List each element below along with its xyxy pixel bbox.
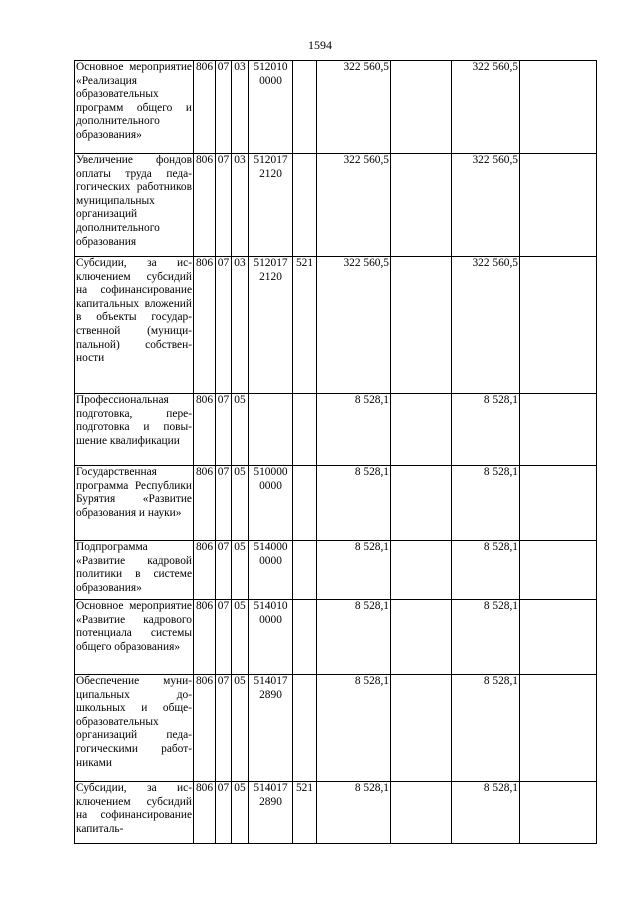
sum4-cell	[520, 257, 597, 394]
rz-cell: 07	[216, 257, 232, 394]
page-number: 1594	[308, 38, 332, 52]
csr-line2: 2120	[259, 167, 282, 180]
pr-cell: 03	[232, 257, 249, 394]
sum2-cell	[391, 782, 452, 844]
csr-line1: 510000	[253, 466, 288, 478]
table-row	[75, 257, 597, 394]
sum2-cell	[391, 541, 452, 600]
sum2-cell	[391, 675, 452, 782]
csr-line1: 512017	[253, 257, 288, 269]
sum3-cell: 8 528,1	[452, 541, 520, 600]
sum2-cell	[391, 154, 452, 257]
csr-cell	[249, 600, 293, 675]
row-name-cell: Увеличение фондов оплаты труда педагогических работников муниципальных организаций дополнительного образования	[75, 154, 194, 257]
rz-cell: 07	[216, 675, 232, 782]
sum4-cell	[520, 154, 597, 257]
rz-cell: 07	[216, 61, 232, 154]
grbs-cell: 806	[194, 154, 216, 257]
sum4-cell	[520, 541, 597, 600]
csr-line2: 0000	[259, 479, 282, 492]
rz-cell: 07	[216, 466, 232, 541]
table-row	[75, 600, 597, 675]
sum2-cell	[391, 257, 452, 394]
sum1-cell: 8 528,1	[317, 466, 391, 541]
pr-cell: 05	[232, 466, 249, 541]
sum2-cell	[391, 600, 452, 675]
grbs-cell: 806	[194, 600, 216, 675]
row-name-cell: Государственная программа Республики Бурятия «Развитие образования и науки»	[75, 466, 194, 541]
sum4-cell	[520, 61, 597, 154]
rz-cell: 07	[216, 782, 232, 844]
sum2-cell	[391, 61, 452, 154]
sum3-cell: 8 528,1	[452, 782, 520, 844]
sum1-cell: 322 560,5	[317, 154, 391, 257]
grbs-cell: 806	[194, 466, 216, 541]
vr-cell	[293, 466, 317, 541]
csr-cell	[249, 61, 293, 154]
rz-cell: 07	[216, 541, 232, 600]
row-name-cell: Субсидии, за исключением субсидий на софинансирование капитальных вложений в объекты государственной (муниципальной) собственности	[75, 257, 194, 394]
pr-cell: 05	[232, 600, 249, 675]
pr-cell: 05	[232, 782, 249, 844]
vr-cell	[293, 61, 317, 154]
row-name-cell: Обеспечение муниципальных дошкольных и общеобразовательных организаций педагогическими работниками	[75, 675, 194, 782]
sum4-cell	[520, 394, 597, 466]
vr-cell	[293, 394, 317, 466]
csr-cell	[249, 675, 293, 782]
table-row	[75, 466, 597, 541]
csr-cell	[249, 466, 293, 541]
sum1-cell: 8 528,1	[317, 675, 391, 782]
csr-line2: 0000	[259, 554, 282, 567]
csr-line2: 0000	[259, 613, 282, 626]
vr-cell: 521	[293, 782, 317, 844]
grbs-cell: 806	[194, 782, 216, 844]
rz-cell: 07	[216, 154, 232, 257]
row-name-cell: Основное мероприятие «Реализация образовательных программ общего и дополнительного образования»	[75, 61, 194, 154]
vr-cell	[293, 600, 317, 675]
table-row	[75, 782, 597, 844]
sum1-cell: 8 528,1	[317, 394, 391, 466]
sum3-cell: 8 528,1	[452, 466, 520, 541]
vr-cell: 521	[293, 257, 317, 394]
sum4-cell	[520, 466, 597, 541]
sum3-cell: 8 528,1	[452, 394, 520, 466]
vr-cell	[293, 675, 317, 782]
sum2-cell	[391, 466, 452, 541]
pr-cell: 03	[232, 154, 249, 257]
pr-cell: 03	[232, 61, 249, 154]
csr-cell	[249, 541, 293, 600]
csr-line2: 2890	[259, 795, 282, 808]
csr-line1: 512017	[253, 154, 288, 166]
row-name-cell: Субсидии, за исключением субсидий на софинансирование капиталь-	[75, 782, 194, 844]
table-row	[75, 154, 597, 257]
sum3-cell: 322 560,5	[452, 257, 520, 394]
sum3-cell: 322 560,5	[452, 154, 520, 257]
csr-cell	[249, 394, 293, 466]
sum4-cell	[520, 675, 597, 782]
table-row	[75, 394, 597, 466]
sum2-cell	[391, 394, 452, 466]
csr-line1: 514017	[253, 675, 288, 687]
sum3-cell: 8 528,1	[452, 600, 520, 675]
csr-cell	[249, 154, 293, 257]
csr-line1: 514000	[253, 541, 288, 553]
csr-line2: 0000	[259, 74, 282, 87]
pr-cell: 05	[232, 541, 249, 600]
table-row	[75, 541, 597, 600]
csr-line2: 2890	[259, 688, 282, 701]
csr-line1: 514010	[253, 600, 288, 612]
row-name-cell: Основное мероприятие «Развитие кадрового потенциала системы общего образования»	[75, 600, 194, 675]
grbs-cell: 806	[194, 61, 216, 154]
sum3-cell: 8 528,1	[452, 675, 520, 782]
table-row	[75, 675, 597, 782]
rz-cell: 07	[216, 394, 232, 466]
csr-line1: 512010	[253, 61, 288, 73]
table-row	[75, 61, 597, 154]
sum4-cell	[520, 782, 597, 844]
sum4-cell	[520, 600, 597, 675]
row-name-cell: Подпрограмма «Развитие кадровой политики в системе образования»	[75, 541, 194, 600]
sum1-cell: 8 528,1	[317, 600, 391, 675]
rz-cell: 07	[216, 600, 232, 675]
row-name-cell: Профессиональная подготовка, переподготовка и повышение квалификации	[75, 394, 194, 466]
sum3-cell: 322 560,5	[452, 61, 520, 154]
budget-table	[74, 60, 597, 844]
grbs-cell: 806	[194, 257, 216, 394]
vr-cell	[293, 541, 317, 600]
pr-cell: 05	[232, 675, 249, 782]
grbs-cell: 806	[194, 394, 216, 466]
sum1-cell: 322 560,5	[317, 257, 391, 394]
sum1-cell: 8 528,1	[317, 541, 391, 600]
csr-line1: 514017	[253, 782, 288, 794]
pr-cell: 05	[232, 394, 249, 466]
grbs-cell: 806	[194, 541, 216, 600]
grbs-cell: 806	[194, 675, 216, 782]
csr-line2: 2120	[259, 270, 282, 283]
sum1-cell: 8 528,1	[317, 782, 391, 844]
csr-cell	[249, 782, 293, 844]
csr-cell	[249, 257, 293, 394]
vr-cell	[293, 154, 317, 257]
sum1-cell: 322 560,5	[317, 61, 391, 154]
